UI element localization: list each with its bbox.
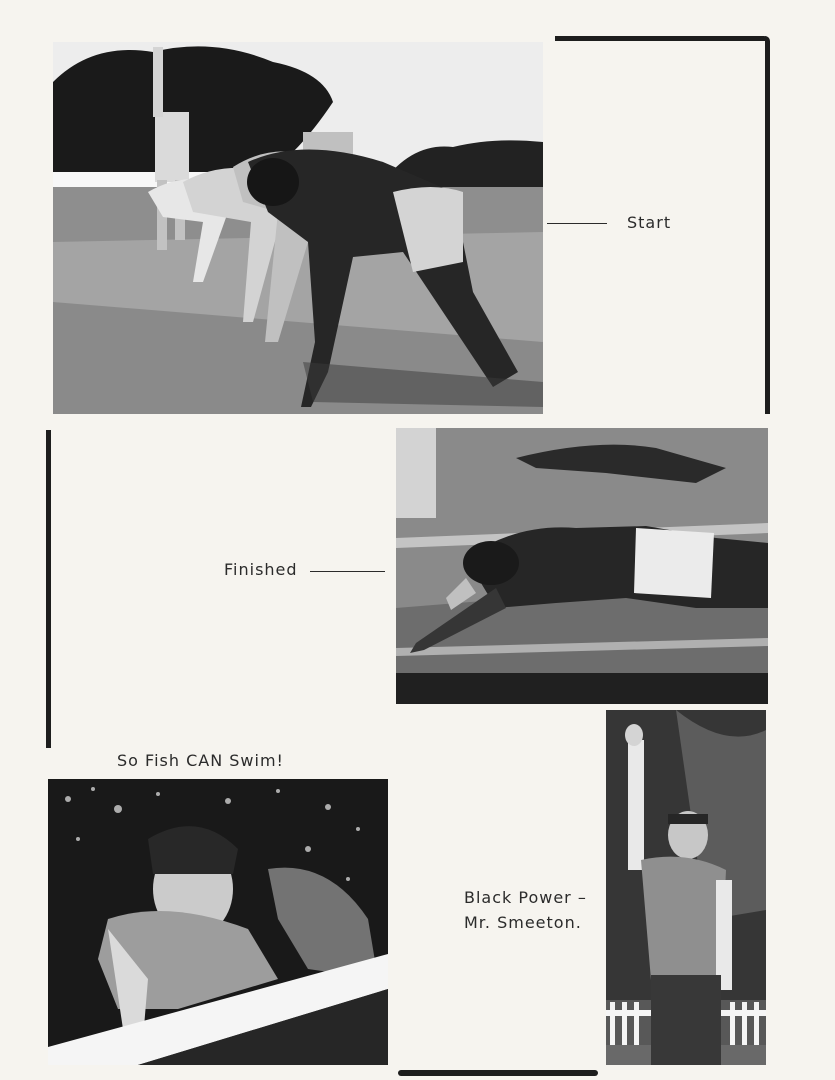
- swimmer-photo: [48, 779, 388, 1065]
- bottom-border: [398, 1070, 598, 1076]
- finished-leader-line: [310, 571, 385, 572]
- start-leader-line: [547, 223, 607, 224]
- start-caption: Start: [627, 213, 672, 232]
- black-power-caption-line2: Mr. Smeeton.: [464, 913, 582, 932]
- left-border: [46, 430, 51, 748]
- finished-caption: Finished: [224, 560, 298, 579]
- top-right-border: [555, 36, 769, 41]
- right-border: [765, 36, 770, 414]
- start-race-photo: [53, 42, 543, 414]
- black-power-caption-line1: Black Power –: [464, 888, 587, 907]
- finished-race-photo: [396, 428, 768, 704]
- teacher-raised-fist-photo: [606, 710, 766, 1065]
- swim-caption: So Fish CAN Swim!: [117, 751, 284, 770]
